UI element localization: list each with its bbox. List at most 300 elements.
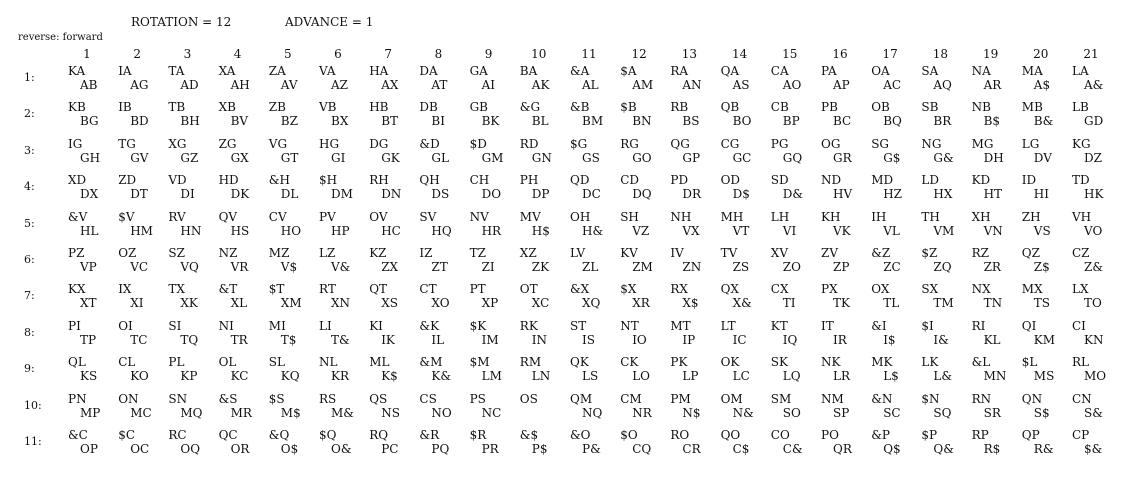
cell-bottom-pair: C& [782, 442, 803, 456]
cell-top-pair: PK [670, 355, 688, 370]
cell-bottom-pair: LQ [782, 369, 801, 384]
cell-top-pair: RD [519, 136, 539, 151]
cell-bottom-pair: A$ [1033, 78, 1051, 92]
cell-top-pair: RQ [369, 428, 389, 442]
cell-bottom-pair: BP [782, 114, 800, 129]
cell-bottom-pair: AC [883, 78, 902, 92]
cell-bottom-pair: LP [682, 369, 699, 384]
cell-top-pair: PA [821, 64, 837, 78]
cell-top-pair: $I [921, 318, 934, 333]
row-label: 7: [24, 289, 35, 303]
cell-top-pair: &$ [519, 428, 539, 442]
cell-bottom-pair: AD [180, 78, 199, 92]
cell-top-pair: $P [921, 428, 938, 442]
column-number: 4 [233, 47, 242, 61]
cell-bottom-pair: H& [582, 223, 604, 238]
cell-bottom-pair: HM [130, 223, 153, 238]
cell-top-pair: QC [218, 428, 238, 442]
column-number: 20 [1033, 47, 1049, 61]
cell-bottom-pair: OR [230, 442, 250, 456]
column-number: 19 [982, 47, 999, 61]
cell-bottom-pair: LN [531, 369, 551, 384]
cell-bottom-pair: HP [331, 223, 350, 238]
cell-top-pair: ZD [118, 173, 137, 188]
cell-bottom-pair: AQ [933, 78, 952, 92]
cell-top-pair: RN [971, 391, 992, 406]
cell-top-pair: OK [720, 355, 740, 370]
cell-top-pair: &N [871, 391, 893, 406]
cell-top-pair: OA [871, 64, 890, 78]
cell-top-pair: HA [369, 64, 389, 78]
cell-top-pair: PD [670, 173, 689, 188]
cell-bottom-pair: GT [280, 150, 299, 165]
cell-bottom-pair: $& [1084, 442, 1103, 456]
cell-bottom-pair: XQ [582, 296, 601, 311]
cell-bottom-pair: HC [381, 223, 401, 238]
cell-top-pair: XH [971, 209, 991, 224]
cell-bottom-pair: GD [1084, 114, 1104, 129]
cell-bottom-pair: GN [531, 150, 552, 165]
cell-top-pair: ML [369, 355, 390, 370]
cell-top-pair: CS [419, 391, 437, 406]
cell-bottom-pair: QR [833, 442, 852, 456]
cell-bottom-pair: KC [230, 369, 249, 384]
cell-top-pair: QL [68, 355, 86, 370]
cell-bottom-pair: R& [1033, 442, 1054, 456]
advance-label: ADVANCE = 1 [285, 15, 374, 29]
cell-bottom-pair: T& [331, 332, 350, 347]
cell-top-pair: $O [620, 428, 638, 442]
cell-bottom-pair: ZL [582, 260, 599, 274]
column-number: 10 [531, 47, 547, 61]
cell-top-pair: PO [821, 428, 839, 442]
cell-top-pair: SK [770, 355, 788, 370]
cell-top-pair: QM [570, 391, 593, 406]
cell-top-pair: TD [1072, 173, 1090, 188]
cell-bottom-pair: XO [431, 296, 450, 311]
cell-top-pair: IG [68, 136, 83, 151]
cell-top-pair: &I [871, 318, 887, 333]
cell-bottom-pair: TP [80, 332, 97, 347]
cell-top-pair: QS [369, 391, 388, 406]
cell-top-pair: BA [519, 64, 538, 78]
cell-top-pair: &A [570, 64, 590, 78]
cell-bottom-pair: VK [833, 223, 851, 238]
cell-top-pair: QT [369, 282, 388, 297]
cell-bottom-pair: AX [381, 78, 399, 92]
cell-bottom-pair: S$ [1033, 405, 1050, 420]
cell-top-pair: OL [218, 355, 237, 370]
cell-top-pair: MB [1021, 100, 1043, 115]
cell-top-pair: $C [118, 428, 136, 442]
cell-top-pair: QI [1021, 318, 1037, 333]
cell-top-pair: $Z [921, 246, 938, 260]
cell-bottom-pair: AH [230, 78, 250, 92]
cell-bottom-pair: ZQ [933, 260, 952, 274]
cell-bottom-pair: Q$ [883, 442, 901, 456]
row-label: 11: [24, 435, 42, 448]
cell-bottom-pair: IN [531, 332, 548, 347]
cell-bottom-pair: VR [230, 260, 249, 274]
cell-bottom-pair: AT [431, 78, 448, 92]
cell-bottom-pair: VN [983, 223, 1003, 238]
cell-top-pair: QX [720, 282, 739, 297]
cell-bottom-pair: BZ [280, 114, 298, 129]
cell-top-pair: SZ [168, 246, 185, 260]
cell-bottom-pair: SO [782, 405, 801, 420]
cell-top-pair: SB [921, 100, 939, 115]
cell-bottom-pair: ZT [431, 260, 448, 274]
cell-top-pair: QH [419, 173, 440, 188]
cell-bottom-pair: GS [582, 150, 600, 165]
cell-bottom-pair: R$ [983, 442, 1001, 456]
cell-bottom-pair: P& [582, 442, 601, 456]
row-label: 1: [24, 71, 35, 84]
cell-top-pair: NG [921, 136, 942, 151]
cell-top-pair: MD [871, 173, 894, 188]
cell-top-pair: OG [821, 136, 841, 151]
cell-top-pair: VB [319, 100, 337, 115]
cell-top-pair: RP [971, 428, 989, 442]
cell-top-pair: &L [971, 355, 991, 370]
cell-bottom-pair: KR [331, 369, 349, 384]
cell-top-pair: NB [971, 100, 991, 115]
cell-top-pair: VG [268, 136, 288, 151]
cell-bottom-pair: IK [381, 332, 395, 347]
cell-top-pair: CZ [1072, 246, 1090, 260]
cell-bottom-pair: N$ [682, 405, 701, 420]
cell-bottom-pair: DN [381, 187, 402, 202]
cell-bottom-pair: IS [582, 332, 595, 347]
cell-top-pair: PN [68, 391, 87, 406]
cell-bottom-pair: B$ [983, 114, 1001, 129]
direction-label: reverse: forward [18, 32, 103, 43]
cell-top-pair: IA [118, 64, 132, 78]
cell-top-pair: $G [570, 136, 588, 151]
cell-bottom-pair: HS [230, 223, 250, 238]
cell-top-pair: TA [168, 64, 185, 78]
cell-bottom-pair: KO [130, 369, 149, 384]
cell-top-pair: CH [469, 173, 490, 188]
cell-bottom-pair: GH [80, 150, 101, 165]
cell-top-pair: ZB [268, 100, 286, 115]
cell-bottom-pair: ZR [983, 260, 1001, 274]
cell-top-pair: LD [921, 173, 939, 188]
cell-bottom-pair: SC [883, 405, 901, 420]
cell-bottom-pair: IQ [782, 332, 798, 347]
cell-top-pair: LT [720, 318, 736, 333]
cell-top-pair: CM [620, 391, 642, 406]
cell-bottom-pair: HO [280, 223, 302, 238]
cell-top-pair: DG [369, 136, 389, 151]
cell-top-pair: CB [770, 100, 789, 115]
cell-top-pair: OX [871, 282, 890, 297]
cell-top-pair: NT [620, 318, 639, 333]
column-number: 9 [484, 47, 493, 61]
column-number: 1 [83, 47, 91, 61]
cell-top-pair: KH [821, 209, 841, 224]
cell-bottom-pair: BT [381, 114, 399, 129]
cell-bottom-pair: VZ [632, 223, 650, 238]
column-number: 5 [283, 47, 292, 61]
cell-top-pair: LZ [319, 246, 336, 260]
cell-top-pair: $K [469, 318, 487, 333]
cell-top-pair: &S [218, 391, 238, 406]
cell-bottom-pair: P$ [531, 442, 548, 456]
cell-bottom-pair: CR [682, 442, 701, 456]
cell-bottom-pair: LR [833, 369, 851, 384]
cell-top-pair: VA [319, 64, 336, 78]
cell-top-pair: PH [519, 173, 539, 188]
cell-top-pair: $A [620, 64, 637, 78]
cell-top-pair: IB [118, 100, 132, 115]
cell-bottom-pair: HK [1084, 187, 1104, 202]
cell-bottom-pair: LC [732, 369, 750, 384]
cell-top-pair: $D [469, 136, 487, 151]
cell-top-pair: TV [720, 246, 738, 260]
cell-top-pair: XZ [519, 246, 537, 260]
cell-top-pair: PT [469, 282, 486, 297]
cell-top-pair: PI [68, 318, 81, 333]
cell-bottom-pair: Z$ [1033, 260, 1050, 274]
cell-top-pair: LB [1072, 100, 1089, 115]
cell-bottom-pair: BL [531, 114, 549, 129]
cell-top-pair: OI [118, 318, 133, 333]
cell-bottom-pair: OC [130, 442, 150, 456]
cell-top-pair: NL [319, 355, 338, 370]
cell-bottom-pair: BC [833, 114, 852, 129]
cell-top-pair: KV [620, 246, 638, 260]
cell-top-pair: $S [268, 391, 285, 406]
cell-top-pair: &R [419, 428, 440, 442]
cell-bottom-pair: TL [883, 296, 900, 311]
cell-top-pair: LA [1072, 64, 1089, 78]
cell-top-pair: SI [168, 318, 182, 333]
cell-top-pair: RZ [971, 246, 989, 260]
cell-bottom-pair: HQ [431, 223, 452, 238]
cell-top-pair: SH [620, 209, 639, 224]
cell-bottom-pair: MR [230, 405, 252, 420]
cell-bottom-pair: S& [1084, 405, 1103, 420]
column-number: 11 [581, 47, 597, 61]
cell-top-pair: IV [670, 246, 684, 260]
row-label: 9: [24, 362, 35, 376]
column-number: 12 [631, 47, 647, 61]
cell-bottom-pair: TR [230, 332, 248, 347]
cell-bottom-pair: C$ [732, 442, 750, 456]
cell-top-pair: OT [519, 282, 538, 297]
cell-bottom-pair: V$ [280, 260, 298, 274]
cell-bottom-pair: BN [632, 114, 652, 129]
cell-bottom-pair: BR [933, 114, 952, 129]
cell-top-pair: DB [419, 100, 438, 115]
cell-bottom-pair: DZ [1084, 150, 1102, 165]
cell-top-pair: XA [218, 64, 236, 78]
cell-bottom-pair: ZS [732, 260, 750, 274]
cell-bottom-pair: HL [80, 223, 99, 238]
cell-bottom-pair: GP [682, 150, 701, 165]
cell-top-pair: CP [1072, 428, 1090, 442]
cell-bottom-pair: IP [682, 332, 696, 347]
column-number: 18 [932, 47, 949, 61]
cell-bottom-pair: AI [481, 78, 495, 92]
cell-top-pair: MI [268, 318, 286, 333]
cell-bottom-pair: LS [582, 369, 599, 384]
cell-top-pair: PZ [68, 246, 85, 260]
cell-top-pair: RG [620, 136, 639, 151]
cell-top-pair: PL [168, 355, 185, 370]
cell-bottom-pair: VO [1084, 223, 1103, 238]
cell-top-pair: SM [770, 391, 792, 406]
cell-top-pair: CT [419, 282, 437, 297]
cell-bottom-pair: IC [732, 332, 747, 347]
cell-top-pair: VH [1072, 209, 1092, 224]
cell-top-pair: LK [921, 355, 939, 370]
cell-bottom-pair: AV [280, 78, 298, 92]
cell-top-pair: ID [1021, 173, 1037, 188]
cell-bottom-pair: T$ [280, 332, 297, 347]
cell-top-pair: IZ [419, 246, 433, 260]
row-label: 8: [24, 325, 35, 339]
cell-top-pair: NK [821, 355, 841, 370]
cell-top-pair: $R [469, 428, 487, 442]
cell-bottom-pair: BX [331, 114, 349, 129]
cell-top-pair: ZA [268, 64, 286, 78]
cell-bottom-pair: AM [632, 78, 654, 92]
cell-bottom-pair: DI [180, 187, 195, 202]
cell-top-pair: VD [168, 173, 187, 188]
cell-bottom-pair: AZ [331, 78, 349, 92]
cell-bottom-pair: DX [80, 187, 99, 202]
cell-top-pair: MH [720, 209, 744, 224]
cell-bottom-pair: KM [1033, 332, 1056, 347]
cell-top-pair: NA [971, 64, 991, 78]
cell-top-pair: SV [419, 209, 437, 224]
cell-bottom-pair: AR [983, 78, 1002, 92]
cell-bottom-pair: IR [833, 332, 847, 347]
cell-top-pair: $H [319, 173, 338, 188]
cell-bottom-pair: DK [230, 187, 250, 202]
cell-bottom-pair: GX [230, 150, 249, 165]
cell-top-pair: &X [570, 282, 590, 297]
cell-bottom-pair: GL [431, 150, 449, 165]
cell-top-pair: TZ [469, 246, 486, 260]
cell-bottom-pair: ZO [782, 260, 801, 274]
cell-bottom-pair: VS [1033, 223, 1051, 238]
cell-bottom-pair: B& [1033, 114, 1054, 129]
cell-bottom-pair: HI [1033, 187, 1050, 202]
cell-bottom-pair: XM [280, 296, 302, 311]
cell-bottom-pair: MP [80, 405, 101, 420]
cell-top-pair: CN [1072, 391, 1092, 406]
cell-top-pair: &V [68, 209, 88, 224]
cell-bottom-pair: XI [130, 296, 144, 311]
cell-bottom-pair: DR [682, 187, 702, 202]
cell-top-pair: NX [971, 282, 991, 297]
cell-top-pair: RB [670, 100, 689, 115]
cell-top-pair: KA [68, 64, 86, 78]
cell-top-pair: ZG [218, 136, 237, 151]
cell-bottom-pair: DL [280, 187, 299, 202]
cell-top-pair: QB [720, 100, 740, 115]
cell-bottom-pair: XS [381, 296, 398, 311]
cell-bottom-pair: AG [130, 78, 149, 92]
cell-bottom-pair: SP [833, 405, 850, 420]
cell-bottom-pair: HN [180, 223, 202, 238]
cell-top-pair: RC [168, 428, 187, 442]
cell-bottom-pair: ZI [481, 260, 495, 274]
cell-top-pair: $N [921, 391, 940, 406]
cell-top-pair: TX [168, 282, 185, 297]
cell-bottom-pair: IL [431, 332, 445, 347]
cell-top-pair: QA [720, 64, 740, 78]
cell-top-pair: KD [971, 173, 991, 188]
cell-top-pair: HG [319, 136, 340, 151]
cell-bottom-pair: Q& [933, 442, 954, 456]
cell-bottom-pair: BS [682, 114, 700, 129]
cell-bottom-pair: NQ [582, 405, 603, 420]
cell-top-pair: TG [118, 136, 136, 151]
cell-top-pair: KT [770, 318, 788, 333]
row-label: 5: [24, 216, 35, 230]
cell-bottom-pair: D$ [732, 187, 750, 202]
cell-top-pair: IT [821, 318, 834, 333]
cell-top-pair: HB [369, 100, 389, 115]
cell-bottom-pair: VQ [180, 260, 199, 274]
cell-top-pair: &M [419, 355, 443, 370]
cell-bottom-pair: TO [1084, 296, 1102, 311]
cell-bottom-pair: GR [833, 150, 852, 165]
cell-top-pair: QO [720, 428, 741, 442]
cell-top-pair: QN [1021, 391, 1043, 406]
column-number: 17 [882, 47, 898, 61]
cell-bottom-pair: XK [180, 296, 198, 311]
cell-bottom-pair: TI [782, 296, 796, 311]
cell-top-pair: PX [821, 282, 838, 297]
cell-bottom-pair: GO [632, 150, 652, 165]
cell-bottom-pair: MS [1033, 369, 1055, 384]
cell-bottom-pair: L& [933, 369, 953, 384]
cell-bottom-pair: D& [782, 187, 804, 202]
cell-bottom-pair: ZM [632, 260, 653, 274]
cell-top-pair: GA [469, 64, 488, 78]
column-number: 6 [334, 47, 342, 61]
cell-bottom-pair: KN [1084, 332, 1104, 347]
cell-top-pair: LV [570, 246, 586, 260]
cell-bottom-pair: AP [833, 78, 850, 92]
cell-top-pair: SA [921, 64, 939, 78]
cell-bottom-pair: CQ [632, 442, 652, 456]
cell-bottom-pair: VI [782, 223, 797, 238]
cell-top-pair: OM [720, 391, 743, 406]
cell-bottom-pair: BQ [883, 114, 902, 129]
cell-top-pair: CL [118, 355, 136, 370]
column-number: 14 [731, 47, 748, 61]
cell-top-pair: NI [218, 318, 234, 333]
cell-bottom-pair: A& [1084, 78, 1104, 92]
cell-bottom-pair: K$ [381, 369, 398, 384]
cell-bottom-pair: O$ [280, 442, 299, 456]
cell-top-pair: OV [369, 209, 388, 224]
cell-bottom-pair: BM [582, 114, 604, 129]
cell-bottom-pair: XN [331, 296, 351, 311]
cell-top-pair: KI [369, 318, 383, 333]
cell-bottom-pair: HX [933, 187, 953, 202]
cell-top-pair: RI [971, 318, 986, 333]
cell-bottom-pair: PC [381, 442, 399, 456]
cell-top-pair: QG [670, 136, 690, 151]
cell-top-pair: HD [218, 173, 239, 188]
